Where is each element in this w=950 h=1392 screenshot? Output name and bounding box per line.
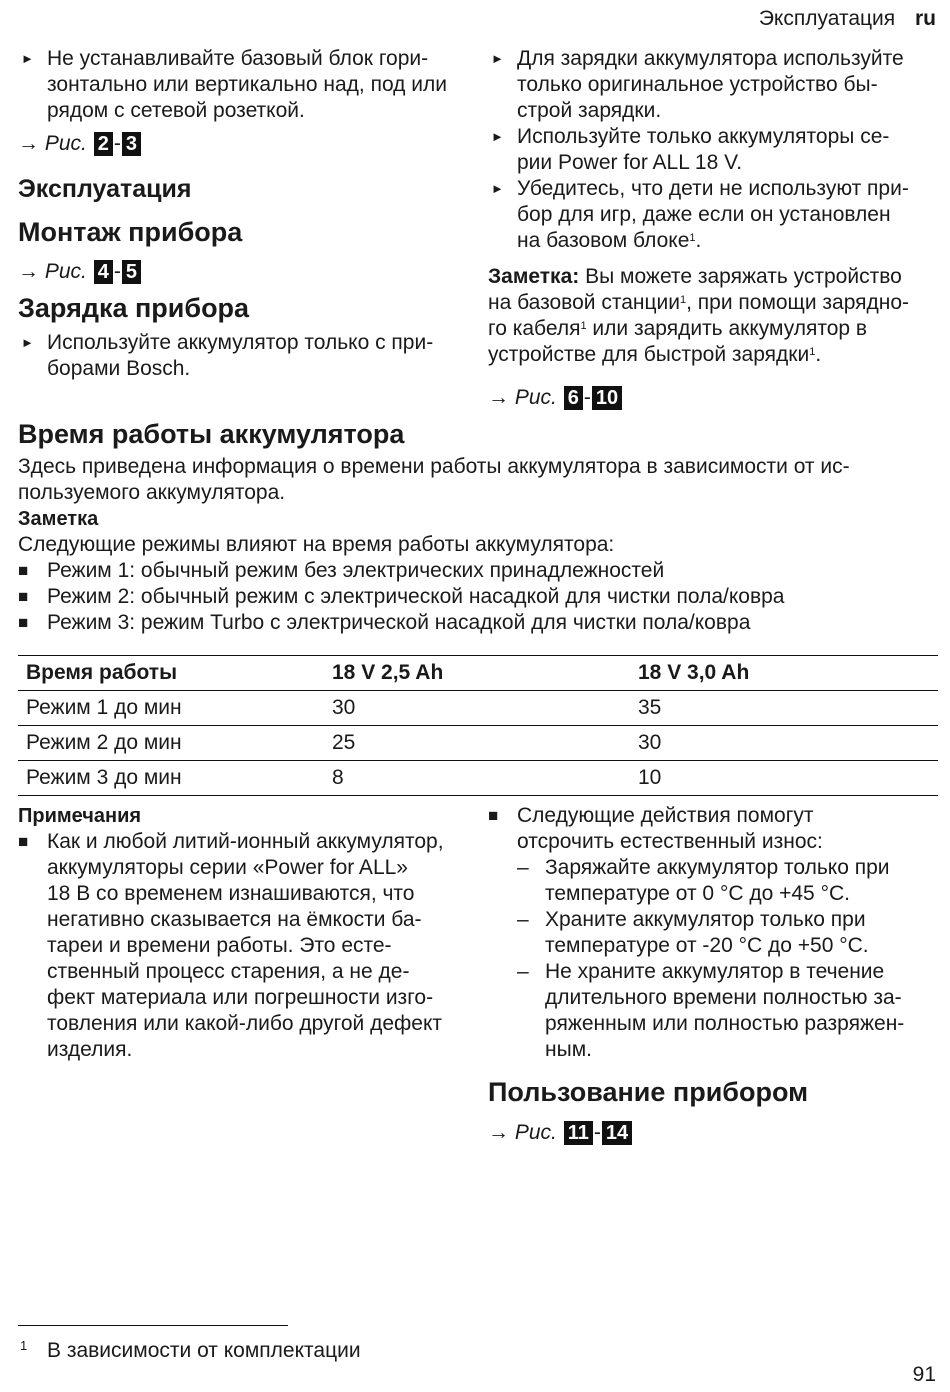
list-item xyxy=(488,803,938,855)
dash-item xyxy=(488,959,938,1063)
fig-number: 4 xyxy=(94,260,113,284)
dash-item xyxy=(488,907,938,959)
arrow-icon: → xyxy=(488,386,509,409)
text-line: Здесь приведена информация о времени работы аккумулятора в зависимости от ис- xyxy=(18,455,850,478)
bullet-base-unit xyxy=(18,46,473,124)
text-line: Используйте аккумулятор только с при- xyxy=(47,331,434,354)
arrow-icon: → xyxy=(488,1121,509,1144)
table-header-cell: Время работы xyxy=(26,661,178,684)
square-bullet-icon: ■ xyxy=(488,806,499,825)
triangle-bullet-icon: ► xyxy=(21,335,34,350)
running-header xyxy=(759,6,936,32)
fig-number: 5 xyxy=(122,260,141,284)
triangle-bullet-icon: ► xyxy=(21,51,34,66)
note-text: Следующие режимы влияют на время работы аккумулятора: xyxy=(18,533,615,556)
text-line: Храните аккумулятор только при xyxy=(545,908,866,931)
table-header-row xyxy=(18,656,938,691)
text-line: строй зарядки. xyxy=(517,99,662,122)
bullet-bosch-only xyxy=(18,330,433,382)
fig-sep: - xyxy=(113,132,121,155)
text-line: го кабеля xyxy=(488,317,581,340)
table-cell: Режим 1 до мин xyxy=(26,696,182,719)
text-line: устройстве для быстрой зарядки xyxy=(488,343,810,366)
table-cell: 25 xyxy=(332,731,356,754)
footnote-mark: 1 xyxy=(20,1338,28,1353)
heading-operation: Эксплуатация xyxy=(18,175,192,203)
text-line: Следующие действия помогут xyxy=(517,804,814,827)
list-item xyxy=(18,829,478,1063)
fig-sep: - xyxy=(593,1121,601,1144)
dash-bullet-icon: – xyxy=(517,960,529,983)
note-charging xyxy=(488,264,938,368)
dash-bullet-icon: – xyxy=(517,908,529,931)
list-item xyxy=(18,558,938,584)
text-line: Убедитесь, что дети не используют при- xyxy=(517,177,909,200)
table-header-cell: 18 V 3,0 Ah xyxy=(638,661,750,684)
text-line: товления или какой-либо другой дефект xyxy=(47,1012,443,1035)
mode-text: Режим 2: обычный режим с электрической насадкой для чистки пола/ковра xyxy=(47,585,785,608)
table-row xyxy=(18,691,938,726)
text-line: тареи и времени работы. Это есте- xyxy=(47,934,392,957)
footnote-text: В зависимости от комплектации xyxy=(47,1339,361,1362)
table-cell: 8 xyxy=(332,766,344,789)
triangle-bullet-icon: ► xyxy=(491,181,504,196)
heading-charge: Зарядка прибора xyxy=(18,293,250,323)
runtime-section xyxy=(18,454,938,636)
fig-sep: - xyxy=(583,386,591,409)
text-line: рядом с сетевой розеткой. xyxy=(47,99,305,122)
header-section: Эксплуатация xyxy=(758,7,896,30)
table-cell: Режим 3 до мин xyxy=(26,766,182,789)
text-line: бор для игр, даже если он установлен xyxy=(517,203,891,226)
heading-usage: Пользование прибором xyxy=(488,1077,809,1107)
square-bullet-icon: ■ xyxy=(18,832,29,851)
mode-text: Режим 1: обычный режим без электрических принадлежностей xyxy=(47,559,665,582)
fig-number: 3 xyxy=(122,132,141,156)
text-line: или зарядить аккумулятор в xyxy=(586,317,868,340)
figure-ref-4-5 xyxy=(18,259,142,285)
text-line: Используйте только аккумуляторы се- xyxy=(517,125,890,148)
footnote-ref: 1 xyxy=(679,294,687,306)
text-line: изделия. xyxy=(47,1038,133,1061)
footnote-ref: 1 xyxy=(809,346,816,358)
footnote-ref: 1 xyxy=(580,320,587,332)
list-item xyxy=(18,610,938,636)
page-number: 91 xyxy=(912,1363,936,1386)
fig-label: Рис. xyxy=(44,260,87,283)
bullet-children: ► Убедитесь, что дети не используют при- бор для игр, даже если он установлен на базовом блоке$^1$. xyxy=(488,176,938,254)
heading-runtime: Время работы аккумулятора xyxy=(18,419,405,449)
table-header-cell: 18 V 2,5 Ah xyxy=(332,661,444,684)
fig-label: Рис. xyxy=(514,386,557,409)
right-top-column xyxy=(488,46,938,368)
fig-number: 6 xyxy=(564,386,583,410)
table-row xyxy=(18,726,938,761)
notes-right xyxy=(488,803,938,1063)
text-line: ряженным или полностью разряжен- xyxy=(545,1012,905,1035)
note-label: Заметка: xyxy=(488,265,580,288)
text-line: борами Bosch. xyxy=(47,357,191,380)
header-lang: ru xyxy=(915,7,936,30)
runtime-table xyxy=(18,655,938,796)
dash-item xyxy=(488,855,938,907)
text-line: , при помощи зарядно- xyxy=(686,291,910,314)
fig-number: 14 xyxy=(602,1121,632,1145)
footnote-rule xyxy=(18,1325,288,1326)
heading-mount: Монтаж прибора xyxy=(18,217,243,247)
table-cell: 35 xyxy=(638,696,662,719)
figure-ref-2-3 xyxy=(18,131,142,157)
bullet-original-charger xyxy=(488,46,938,124)
text-line: на базовом блоке xyxy=(517,229,690,252)
figure-ref-6-10 xyxy=(488,385,623,411)
table-cell: 10 xyxy=(638,766,662,789)
fig-label: Рис. xyxy=(44,132,87,155)
text-line: 18 В со временем изнашиваются, что xyxy=(47,882,415,905)
fig-sep: - xyxy=(113,260,121,283)
triangle-bullet-icon: ► xyxy=(491,129,504,144)
text-line: Заряжайте аккумулятор только при xyxy=(545,856,890,879)
bullet-power-for-all xyxy=(488,124,938,176)
text-line: длительного времени полностью за- xyxy=(545,986,902,1009)
text-line: температуре от -20 °C до +50 °C. xyxy=(545,934,869,957)
text-line: . xyxy=(815,343,822,366)
fig-number: 10 xyxy=(592,386,622,410)
arrow-icon: → xyxy=(18,260,39,283)
square-bullet-icon: ■ xyxy=(18,587,29,606)
text-line: на базовой станции xyxy=(488,291,680,314)
text-line: отсрочить естественный износ: xyxy=(517,830,823,853)
text-line: Вы можете заряжать устройство xyxy=(579,265,902,288)
triangle-bullet-icon: ► xyxy=(491,51,504,66)
text-line: зонтально или вертикально над, под или xyxy=(47,73,447,96)
text-line: рии Power for ALL 18 V. xyxy=(517,151,743,174)
text-line: только оригинальное устройство бы- xyxy=(517,73,878,96)
notes-left xyxy=(18,803,478,1063)
footnote-ref: 1 xyxy=(689,232,696,244)
text-line: ственный процесс старения, а не де- xyxy=(47,960,410,983)
notes-label: Примечания xyxy=(18,805,142,827)
fig-number: 11 xyxy=(564,1121,593,1145)
table-cell: 30 xyxy=(332,696,356,719)
note-label: Заметка xyxy=(18,508,99,530)
text-line: негативно сказывается на ёмкости ба- xyxy=(47,908,422,931)
text-line: аккумуляторы серии «Power for ALL» xyxy=(47,856,408,879)
left-top-column xyxy=(18,46,473,124)
text-line: пользуемого аккумулятора. xyxy=(18,481,286,504)
table-row xyxy=(18,761,938,796)
mode-list xyxy=(18,558,938,636)
table-cell: 30 xyxy=(638,731,662,754)
dash-bullet-icon: – xyxy=(517,856,529,879)
mode-text: Режим 3: режим Turbo с электрической насадкой для чистки пола/ковра xyxy=(47,611,751,634)
text-line: Не храните аккумулятор в течение xyxy=(545,960,885,983)
fig-number: 2 xyxy=(94,132,113,156)
list-item xyxy=(18,584,938,610)
square-bullet-icon: ■ xyxy=(18,561,29,580)
arrow-icon: → xyxy=(18,132,39,155)
square-bullet-icon: ■ xyxy=(18,613,29,632)
text-line: Как и любой литий-ионный аккумулятор, xyxy=(47,830,444,853)
text-line: ным. xyxy=(545,1038,592,1061)
text-line: фект материала или погрешности изго- xyxy=(47,986,434,1009)
figure-ref-11-14 xyxy=(488,1120,633,1146)
table-cell: Режим 2 до мин xyxy=(26,731,182,754)
text-line: Не устанавливайте базовый блок гори- xyxy=(47,47,429,70)
text-line: Для зарядки аккумулятора используйте xyxy=(517,47,904,70)
fig-label: Рис. xyxy=(514,1121,557,1144)
text-line: температуре от 0 °C до +45 °C. xyxy=(545,882,850,905)
